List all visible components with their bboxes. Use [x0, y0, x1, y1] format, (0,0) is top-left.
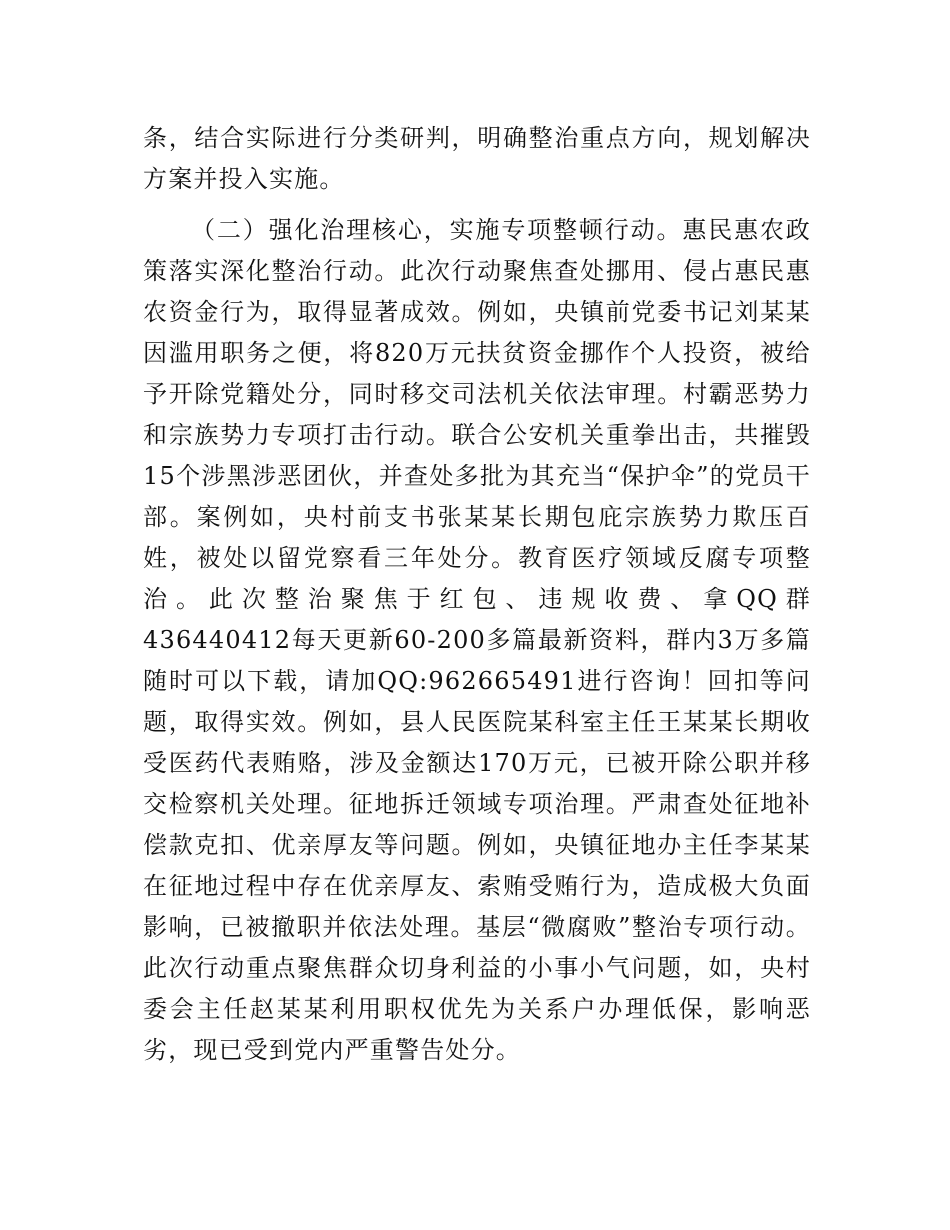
paragraph-continuation: 条，结合实际进行分类研判，明确整治重点方向，规划解决方案并投入实施。 [143, 124, 811, 193]
document-body [143, 118, 811, 1071]
paragraph-section-two: （二）强化治理核心，实施专项整顿行动。惠民惠农政策落实深化整治行动。此次行动聚焦查处挪用、侵占惠民惠农资金行为，取得显著成效。例如，央镇前党委书记刘某某因滥用职务之便，将820万元扶贫资金挪作个人投资，被给予开除党籍处分，同时移交司法机关依法审理。村霸恶势力和宗族势力专项打击行动。联合公安机关重拳出击，共摧毁15个涉黑涉恶团伙，并查处多批为其充当“保护伞”的党员干部。案例如，央村前支书张某某长期包庇宗族势力欺压百姓，被处以留党察看三年处分。教育医疗领域反腐专项整治。此次整治聚焦于红包、违规收费、拿QQ群436440412每天更新60-200多篇最新资料，群内3万多篇随时可以下载，请加QQ:962665491进行咨询！回扣等问题，取得实效。例如，县人民医院某科室主任王某某长期收受医药代表贿赂，涉及金额达170万元，已被开除公职并移交检察机关处理。征地拆迁领域专项治理。严肃查处征地补偿款克扣、优亲厚友等问题。例如，央镇征地办主任李某某在征地过程中存在优亲厚友、索贿受贿行为，造成极大负面影响，已被撤职并依法处理。基层“微腐败”整治专项行动。此次行动重点聚焦群众切身利益的小事小气问题，如，央村委会主任赵某某利用职权优先为关系户办理低保，影响恶劣，现已受到党内严重警告处分。 [143, 216, 811, 1064]
